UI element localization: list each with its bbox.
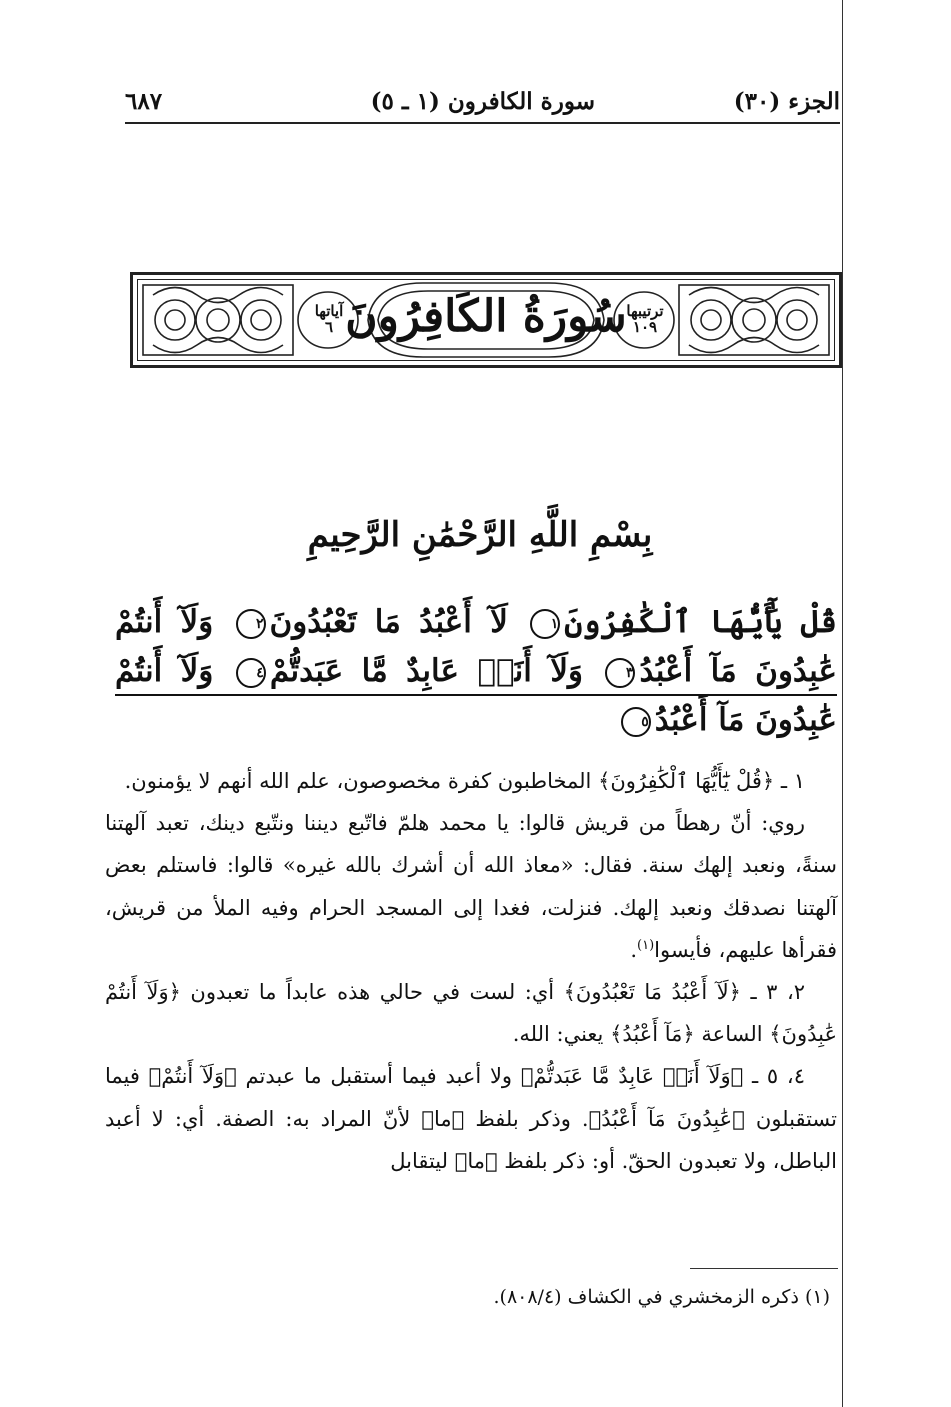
verses-rule xyxy=(115,694,837,696)
verse-text: وَلَآ أَنتُمْ عَٰبِدُونَ مَآ أَعْبُدُ xyxy=(115,604,838,689)
quran-verses xyxy=(115,598,837,745)
verse-text: قُلْ يَٰٓأَيُّهَا ٱلْكَٰفِرُونَ xyxy=(564,604,838,640)
verse-number-marker: ٤ xyxy=(236,658,266,688)
surah-order-label: ترتيبها ١٠٩ xyxy=(626,302,664,336)
tafsir-body xyxy=(105,760,837,1182)
page-number: ٦٨٧ xyxy=(125,88,163,115)
verse-number-marker: ٥ xyxy=(621,707,651,737)
commentary-paragraph: روي: أنّ رهطاً من قريش قالوا: يا محمد هلمّ فاتّبع ديننا ونتّبع دينك، تعبد آلهتنا سنةً، ونعبد إلهك سنة. فقال: «معاذ الله أن أشرك بالله غيره» قالوا: فاستلم بعض آلهتنا نصدقك ونعبد إلهك. فنزلت، فغدا إلى المسجد الحرام وفيه الملأ من قريش، فقرأها عليهم، فأيسوا$^{(١)}$. xyxy=(105,811,837,962)
verse-text: وَلَآ أَنَا۠ عَابِدٌ مَّا عَبَدتُّمْ xyxy=(269,653,584,689)
page-edge-line xyxy=(842,0,843,1407)
verse-number-marker: ١ xyxy=(530,609,560,639)
verse-number-marker: ٢ xyxy=(236,609,266,639)
basmala: بِسْمِ اللَّهِ الرَّحْمَٰنِ الرَّحِيمِ xyxy=(307,515,653,555)
running-header xyxy=(125,82,840,122)
footnote-ref: (١) xyxy=(637,937,655,953)
commentary-paragraph: ٤، ٥ ـ ﴿وَلَآ أَنَا۠ عَابِدٌ مَّا عَبَدتُّمْ﴾ ولا أعبد فيما أستقبل ما عبدتم ﴿وَلَآ أَنتُمْ﴾ فيما تستقبلون ﴿عَٰبِدُونَ مَآ أَعْبُدُ﴾. وذكر بلفظ ﴿ما﴾ لأنّ المراد به: الصفة. أي: لا أعبد الباطل، ولا تعبدون الحقّ. أو: ذكر بلفظ ﴿ما﴾ ليتقابل xyxy=(105,1064,837,1173)
juz-label: الجزء (٣٠) xyxy=(733,88,840,115)
header-rule xyxy=(125,122,840,124)
verse-text: لَآ أَعْبُدُ مَا تَعْبُدُونَ xyxy=(269,604,508,640)
verse-number-marker: ٣ xyxy=(605,658,635,688)
commentary-paragraph: ٢، ٣ ـ ﴿لَآ أَعْبُدُ مَا تَعْبُدُونَ﴾ أي: لست في حالي هذه عابداً ما تعبدون ﴿وَلَآ أَنتُمْ عَٰبِدُونَ﴾ الساعة ﴿مَآ أَعْبُدُ﴾ يعني: الله. xyxy=(105,980,837,1047)
commentary-paragraph: ١ ـ ﴿قُلْ يَٰٓأَيُّهَا ٱلْكَٰفِرُونَ﴾ المخاطبون كفرة مخصوصون، علم الله أنهم لا يؤمنون. xyxy=(124,769,805,793)
footnote: (١) ذكره الزمخشري في الكشاف (٨٠٨/٤). xyxy=(493,1286,830,1308)
surah-banner xyxy=(130,272,842,368)
surah-banner-title: سُورَةُ الكَافِرُونَ xyxy=(345,291,627,342)
verses-count-label: آياتها ٦ xyxy=(314,302,344,336)
footnote-rule xyxy=(690,1268,838,1269)
verse-text: وَلَآ أَنتُمْ عَٰبِدُونَ مَآ أَعْبُدُ xyxy=(115,653,837,738)
surah-header-title: سورة الكافرون (١ ـ ٥) xyxy=(370,88,595,115)
